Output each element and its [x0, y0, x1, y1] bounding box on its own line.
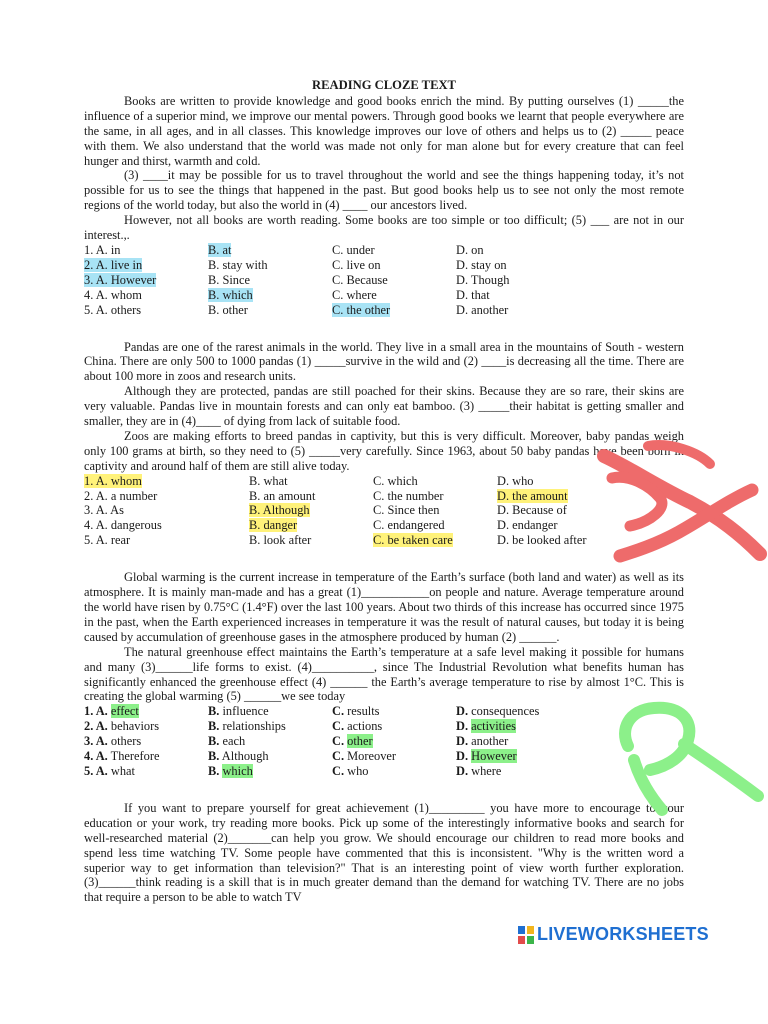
- option-d[interactable]: D. endanger: [497, 518, 558, 533]
- option-c[interactable]: C. live on: [332, 257, 381, 272]
- option-b[interactable]: B. stay with: [208, 257, 268, 272]
- option-b-text: B. Although: [249, 503, 310, 518]
- option-a-text: 1. A. whom: [84, 473, 142, 488]
- option-b[interactable]: [249, 518, 373, 533]
- option-b[interactable]: B. what: [249, 473, 288, 488]
- question-row: [84, 273, 684, 288]
- option-d-text: activities: [471, 719, 516, 734]
- passage3-paragraph: Global warming is the current increase in temperature of the Earth’s surface (both land and water) as well as its atmosphere. It is mainly man-made and has a great (1)___________on people and nature. Average temperature around the world have risen by 0.75°C (1.4°F) over the last 100 years. About two thirds of this increase has occurred since 1975 in the past, when the Earth experienced increases in temperature it was the result of natural causes, but today it is being caused by accumulation of greenhouse gases in the atmosphere produced by human (2) ______.: [84, 570, 684, 644]
- brand-name: LIVEWORKSHEETS: [537, 924, 709, 944]
- passage2-options: [84, 474, 684, 549]
- option-b-text: relationships: [222, 719, 286, 734]
- option-d[interactable]: D. on: [456, 242, 484, 257]
- question-row: [84, 719, 684, 734]
- page-title: READING CLOZE TEXT: [312, 78, 456, 92]
- option-a[interactable]: [84, 258, 208, 273]
- option-b[interactable]: B. look after: [249, 533, 312, 548]
- option-b[interactable]: B. other: [208, 302, 248, 317]
- question-row: [84, 489, 684, 504]
- option-c[interactable]: C. where: [332, 287, 377, 302]
- question-row: [84, 258, 684, 273]
- option-c[interactable]: C. endangered: [373, 518, 445, 533]
- option-d[interactable]: D. consequences: [456, 704, 540, 719]
- option-a[interactable]: 4. A. whom: [84, 287, 142, 302]
- passage2-paragraph: Although they are protected, pandas are still poached for their skins. Because they are so rare, their skins are very valuable. Pandas live in mountain forests and can only eat bamboo. (3) _____their habitat is getting smaller and smaller, they are in (4)____ of dying from lack of suitable food.: [84, 384, 684, 429]
- passage4-paragraph: If you want to prepare yourself for great achievement (1)_________ you have more to encourage to your education or your work, try reading more books. Pick up some of the interestingly informative books and search for well-researched material (2)_______can help you grow. We should encourage our children to read more books and spend less time watching TV. Some people have commented that this is inconsistent. "Why is the written word a superior way to get information than television?" That is an interesting point of view worth further exploration. (3)______think reading is a skill that is in much greater demand than the demand for watching TV. There are no jobs that require a person to be able to watch TV: [84, 800, 684, 905]
- option-a[interactable]: [84, 474, 249, 489]
- question-row: [84, 503, 684, 518]
- option-d[interactable]: D. another: [456, 734, 509, 749]
- option-b-text: B. which: [208, 287, 253, 302]
- option-a[interactable]: 3. A. others: [84, 734, 142, 749]
- question-row: [84, 243, 684, 258]
- option-d[interactable]: D. However: [456, 749, 517, 764]
- liveworksheets-logo-icon: [518, 926, 534, 944]
- liveworksheets-brand[interactable]: [518, 924, 709, 945]
- option-c[interactable]: [373, 533, 497, 548]
- option-d[interactable]: D. stay on: [456, 257, 507, 272]
- option-d[interactable]: D. Because of: [497, 503, 567, 518]
- question-row: [84, 474, 684, 489]
- option-b[interactable]: B. an amount: [249, 488, 316, 503]
- option-d[interactable]: D. who: [497, 473, 534, 488]
- option-a-text: effect: [110, 704, 139, 719]
- option-c-text: Moreover: [347, 749, 397, 764]
- option-d[interactable]: [497, 489, 621, 504]
- option-a-text: what: [110, 763, 135, 778]
- option-c[interactable]: C. actions: [332, 719, 383, 734]
- option-c-text: actions: [347, 719, 383, 734]
- option-b[interactable]: B. relationships: [208, 719, 286, 734]
- option-c-text: results: [347, 704, 380, 719]
- passage2-paragraph: Zoos are making efforts to breed pandas in captivity, but this is very difficult. Moreover, baby pandas weigh only 100 grams at birth, so they need to (5) _____very carefully. Since 1963, about 50 baby pandas have been born in captivity and around half of them are still alive today.: [84, 428, 684, 473]
- option-c-text: other: [347, 734, 373, 749]
- question-row: [84, 303, 684, 318]
- passage3-paragraph: The natural greenhouse effect maintains the Earth’s temperature at a safe level making it possible for humans and many (3)______life forms to exist. (4)__________, since The Industrial Revolution what benefits human has significantly enhanced the greenhouse effect (4) ______ the Earth’s average temperature to rise by almost 1°C. This is creating the global warming (5) ______we see today: [84, 644, 684, 704]
- option-c[interactable]: C. Moreover: [332, 749, 397, 764]
- option-a[interactable]: 1. A. in: [84, 242, 121, 257]
- question-row: [84, 533, 684, 548]
- option-b[interactable]: B. Although: [208, 749, 269, 764]
- passage1-paragraph: (3) ____it may be possible for us to travel throughout the world and see the things happening today, it’s not possible for us to see the things that happened in the past. But good books help us to see not only the most remote regions of the world today, but also the world in (4) ____ our ancestors lived.: [84, 168, 684, 213]
- option-d[interactable]: D. activities: [456, 719, 516, 734]
- question-row: [84, 764, 684, 779]
- option-d[interactable]: D. another: [456, 302, 509, 317]
- option-a-text: behaviors: [110, 719, 160, 734]
- option-b-text: each: [222, 734, 246, 749]
- question-row: [84, 734, 684, 749]
- option-d-text: D. the amount: [497, 488, 568, 503]
- option-b[interactable]: [208, 288, 332, 303]
- option-b-text: Although: [221, 749, 269, 764]
- option-c[interactable]: C. Since then: [373, 503, 440, 518]
- option-b-text: B. danger: [249, 518, 298, 533]
- option-c[interactable]: C. under: [332, 242, 375, 257]
- passage1-paragraph: Books are written to provide knowledge and good books enrich the mind. By putting ourselves (1) _____the influence of a superior mind, we improve our mental powers. Through good books we learnt that people everywhere are the same, in all ages, and in all classes. This knowledge improves our love of others and helps us to (2) _____ peace with them. We also understand that the world was made not only for man alone but for every creature that can feel hunger and thirst, warmth and cold.: [84, 93, 684, 168]
- option-c[interactable]: C. which: [373, 473, 418, 488]
- option-a[interactable]: 2. A. behaviors: [84, 719, 160, 734]
- option-a[interactable]: 4. A. dangerous: [84, 518, 162, 533]
- option-d-text: where: [471, 763, 502, 778]
- option-a-text: 2. A. live in: [84, 257, 143, 272]
- option-c-text: C. the other: [332, 302, 391, 317]
- option-b[interactable]: B. which: [208, 763, 253, 778]
- question-row: [84, 518, 684, 533]
- option-c[interactable]: C. other: [332, 734, 373, 749]
- question-row: [84, 288, 684, 303]
- option-a[interactable]: 4. A. Therefore: [84, 749, 160, 764]
- option-d[interactable]: D. that: [456, 287, 490, 302]
- option-d-text: another: [471, 734, 509, 749]
- option-c[interactable]: C. Because: [332, 272, 388, 287]
- option-c-text: C. be taken care: [373, 533, 453, 548]
- option-c[interactable]: [332, 303, 456, 318]
- option-d[interactable]: D. Though: [456, 272, 510, 287]
- option-b[interactable]: B. each: [208, 734, 246, 749]
- option-c[interactable]: C. the number: [373, 488, 444, 503]
- option-a-text: others: [110, 734, 142, 749]
- passage1-options: [84, 243, 684, 318]
- option-d-text: However: [471, 749, 517, 764]
- option-b-text: B. at: [208, 242, 232, 257]
- option-c[interactable]: C. who: [332, 763, 369, 778]
- option-b[interactable]: [249, 503, 373, 518]
- worksheet-page: [84, 78, 684, 905]
- option-d[interactable]: D. where: [456, 763, 502, 778]
- passage2-paragraph: Pandas are one of the rarest animals in the world. They live in a small area in the mountains of South - western China. There are only 500 to 1000 pandas (1) _____survive in the wild and (2) ____is decreasing all the time. There are about 100 more in zoos and research units.: [84, 339, 684, 384]
- option-a[interactable]: [84, 273, 208, 288]
- option-b-text: influence: [222, 704, 269, 719]
- option-d-text: consequences: [471, 704, 540, 719]
- option-c[interactable]: C. results: [332, 704, 380, 719]
- option-a[interactable]: 5. A. what: [84, 763, 135, 778]
- option-a-text: Therefore: [110, 749, 160, 764]
- option-a[interactable]: 5. A. rear: [84, 533, 131, 548]
- passage1-paragraph: However, not all books are worth reading. Some books are too simple or too difficult; (5) ___ are not in our interest.,.: [84, 213, 684, 243]
- option-b[interactable]: [208, 243, 332, 258]
- option-a[interactable]: 1. A. effect: [84, 704, 139, 719]
- option-c-text: who: [347, 763, 369, 778]
- option-a[interactable]: 2. A. a number: [84, 488, 158, 503]
- option-d[interactable]: D. be looked after: [497, 533, 587, 548]
- question-row: [84, 704, 684, 719]
- question-row: [84, 749, 684, 764]
- passage3-options: [84, 704, 684, 779]
- option-b[interactable]: B. influence: [208, 704, 269, 719]
- option-a[interactable]: 3. A. As: [84, 503, 124, 518]
- option-b-text: which: [222, 763, 253, 778]
- option-a-text: 3. A. However: [84, 272, 157, 287]
- option-a[interactable]: 5. A. others: [84, 302, 142, 317]
- option-b[interactable]: B. Since: [208, 272, 250, 287]
